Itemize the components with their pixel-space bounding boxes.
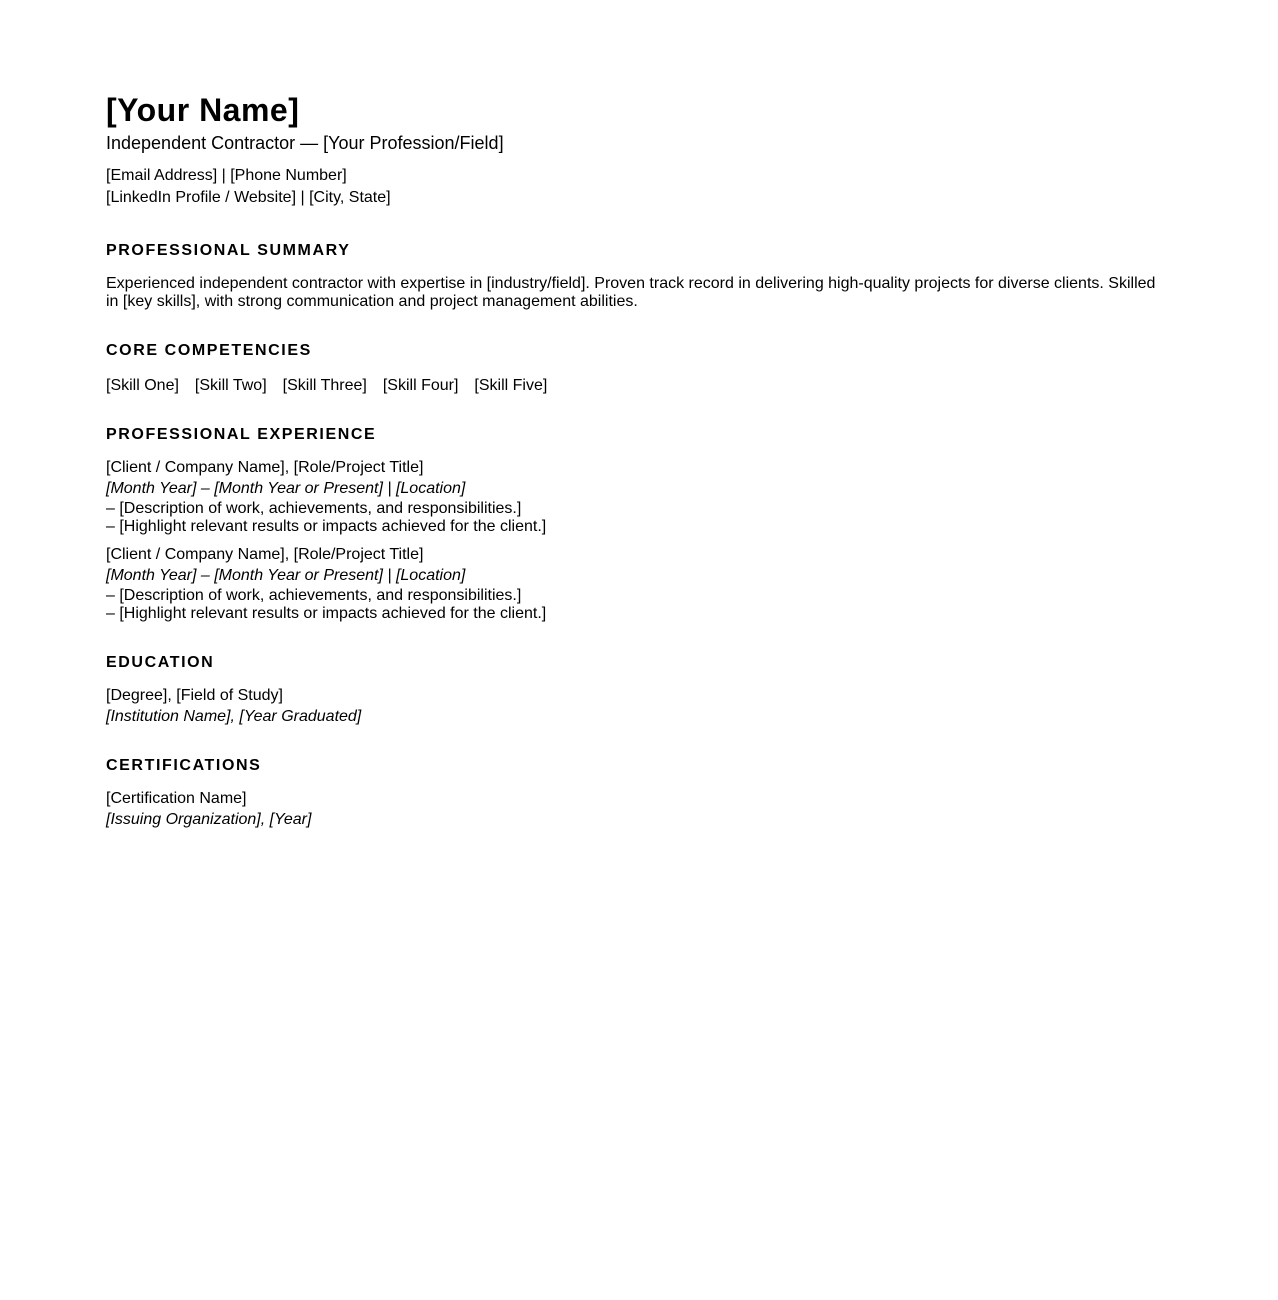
education-institution: [Institution Name], [Year Graduated] [106,708,362,725]
resume-page [106,91,1166,830]
section-heading-education: EDUCATION [106,654,215,671]
job-bullet: – [Highlight relevant results or impacts achieved for the client.] [106,605,547,622]
skill-item: [Skill One] [106,377,179,394]
job-title: [Client / Company Name], [Role/Project Title] [106,546,424,563]
section-heading-summary: PROFESSIONAL SUMMARY [106,242,351,259]
resume-subtitle: Independent Contractor — [Your Profession/Field] [106,133,504,153]
skill-item: [Skill Two] [194,377,267,394]
job-title: [Client / Company Name], [Role/Project Title] [106,459,424,476]
resume-name: [Your Name] [106,92,300,128]
skill-item: [Skill Five] [474,377,548,394]
contact-line-linkedin-location: [LinkedIn Profile / Website] | [City, State] [106,189,391,206]
job-bullet: – [Description of work, achievements, and responsibilities.] [106,500,522,517]
job-bullet: – [Description of work, achievements, and responsibilities.] [106,587,522,604]
section-heading-experience: PROFESSIONAL EXPERIENCE [106,426,377,443]
job-dates: [Month Year] – [Month Year or Present] | [Location] [106,480,466,497]
contact-info [106,165,1166,209]
section-heading-competencies: CORE COMPETENCIES [106,342,312,359]
education-degree: [Degree], [Field of Study] [106,687,283,704]
certification-name: [Certification Name] [106,790,247,807]
section-heading-certifications: CERTIFICATIONS [106,757,262,774]
skill-item: [Skill Three] [282,377,367,394]
contact-line-email-phone: [Email Address] | [Phone Number] [106,167,347,184]
summary-text: Experienced independent contractor with expertise in [industry/field]. Proven track record in delivering high-quality projects for diverse clients. Skilled in [key skills], with strong communication and project management abilities. [106,275,1156,310]
experience-entry [106,458,1166,536]
skill-item: [Skill Four] [382,377,459,394]
job-bullet: – [Highlight relevant results or impacts achieved for the client.] [106,518,547,535]
education-entry [106,686,1166,727]
job-dates: [Month Year] – [Month Year or Present] | [Location] [106,567,466,584]
experience-entry [106,545,1166,623]
certification-issuer: [Issuing Organization], [Year] [106,811,312,828]
skills-list [106,376,1166,396]
certification-entry [106,789,1166,830]
